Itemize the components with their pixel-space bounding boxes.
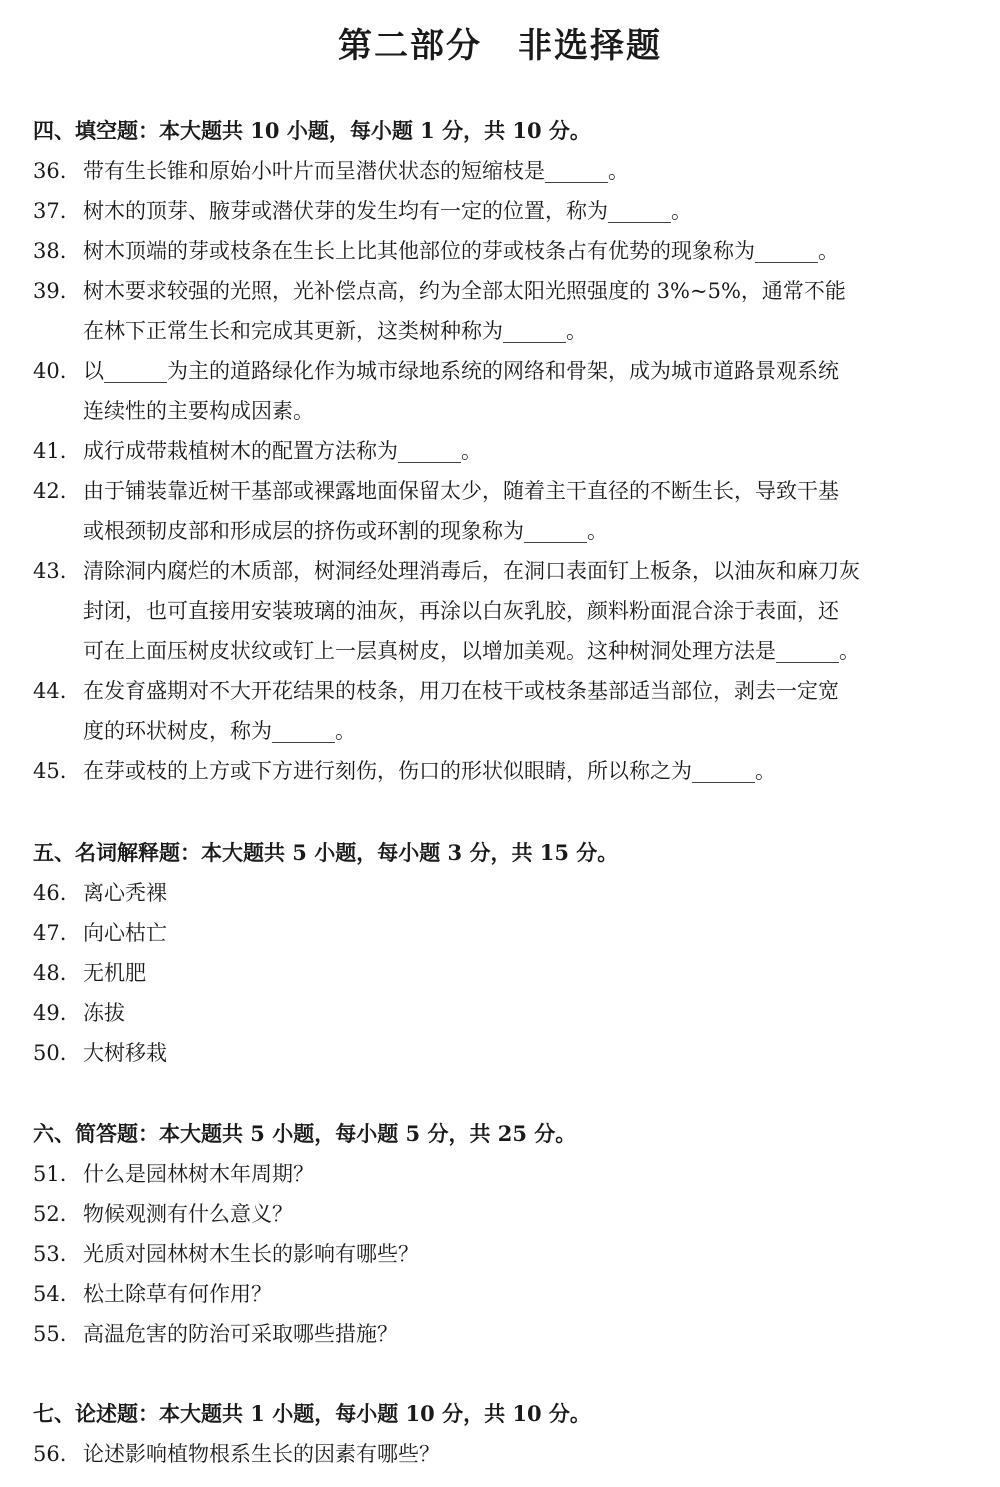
question-number: 51. — [33, 1162, 67, 1186]
question-number: 37. — [33, 199, 67, 223]
question-text: 大树移栽 — [83, 1041, 167, 1065]
question-number: 55. — [33, 1322, 67, 1346]
question-number: 56. — [33, 1442, 67, 1466]
question-number: 50. — [33, 1041, 67, 1065]
question-text: 高温危害的防治可采取哪些措施？ — [83, 1322, 398, 1346]
question-number: 41. — [33, 439, 67, 463]
question-number: 39. — [33, 279, 67, 303]
question-text: 或根颈韧皮部和形成层的挤伤或环割的现象称为______。 — [83, 519, 608, 543]
question-text: 连续性的主要构成因素。 — [83, 399, 314, 423]
question-text: 离心秃裸 — [83, 881, 167, 905]
question-text: 光质对园林树木生长的影响有哪些？ — [83, 1242, 419, 1266]
question-number: 47. — [33, 921, 67, 945]
question-number: 48. — [33, 961, 67, 985]
question-text: 无机肥 — [83, 961, 146, 985]
question-number: 54. — [33, 1282, 67, 1306]
question-number: 46. — [33, 881, 67, 905]
question-text: 树木的顶芽、腋芽或潜伏芽的发生均有一定的位置，称为______。 — [83, 199, 692, 223]
section-heading: 五、名词解释题：本大题共 5 小题，每小题 3 分，共 15 分。 — [33, 840, 619, 865]
question-number: 45. — [33, 759, 67, 783]
question-number: 44. — [33, 679, 67, 703]
question-number: 49. — [33, 1001, 67, 1025]
question-text: 在发育盛期对不大开花结果的枝条，用刀在枝干或枝条基部适当部位，剥去一定宽 — [83, 679, 839, 703]
question-text: 松土除草有何作用？ — [83, 1282, 272, 1306]
question-text: 封闭，也可直接用安装玻璃的油灰，再涂以白灰乳胶，颜料粉面混合涂于表面，还 — [83, 599, 839, 623]
question-number: 40. — [33, 359, 67, 383]
question-text: 清除洞内腐烂的木质部，树洞经处理消毒后，在洞口表面钉上板条，以油灰和麻刀灰 — [83, 559, 860, 583]
question-text: 带有生长锥和原始小叶片而呈潜伏状态的短缩枝是______。 — [83, 159, 629, 183]
question-text: 树木顶端的芽或枝条在生长上比其他部位的芽或枝条占有优势的现象称为______。 — [83, 239, 839, 263]
question-text: 论述影响植物根系生长的因素有哪些？ — [83, 1442, 440, 1466]
question-number: 43. — [33, 559, 67, 583]
question-text: 什么是园林树木年周期？ — [83, 1162, 314, 1186]
question-text: 成行成带栽植树木的配置方法称为______。 — [83, 439, 482, 463]
question-text: 在芽或枝的上方或下方进行刻伤，伤口的形状似眼睛，所以称之为______。 — [83, 759, 776, 783]
question-number: 38. — [33, 239, 67, 263]
question-text: 以______为主的道路绿化作为城市绿地系统的网络和骨架，成为城市道路景观系统 — [83, 359, 839, 383]
section-heading: 六、简答题：本大题共 5 小题，每小题 5 分，共 25 分。 — [33, 1121, 577, 1146]
question-text: 在林下正常生长和完成其更新，这类树种称为______。 — [83, 319, 587, 343]
question-text: 度的环状树皮，称为______。 — [83, 719, 356, 743]
question-text: 由于铺装靠近树干基部或裸露地面保留太少，随着主干直径的不断生长，导致干基 — [83, 479, 839, 503]
question-text: 物候观测有什么意义？ — [83, 1202, 293, 1226]
question-number: 52. — [33, 1202, 67, 1226]
page-title: 第二部分 非选择题 — [338, 26, 662, 66]
section-heading: 四、填空题：本大题共 10 小题，每小题 1 分，共 10 分。 — [33, 118, 591, 143]
question-number: 53. — [33, 1242, 67, 1266]
question-text: 树木要求较强的光照，光补偿点高，约为全部太阳光照强度的 3%~5%，通常不能 — [83, 279, 846, 303]
question-text: 冻拔 — [83, 1001, 125, 1025]
question-number: 42. — [33, 479, 67, 503]
section-heading: 七、论述题：本大题共 1 小题，每小题 10 分，共 10 分。 — [33, 1401, 591, 1426]
question-number: 36. — [33, 159, 67, 183]
question-text: 可在上面压树皮状纹或钉上一层真树皮，以增加美观。这种树洞处理方法是______。 — [83, 639, 860, 663]
question-text: 向心枯亡 — [83, 921, 167, 945]
